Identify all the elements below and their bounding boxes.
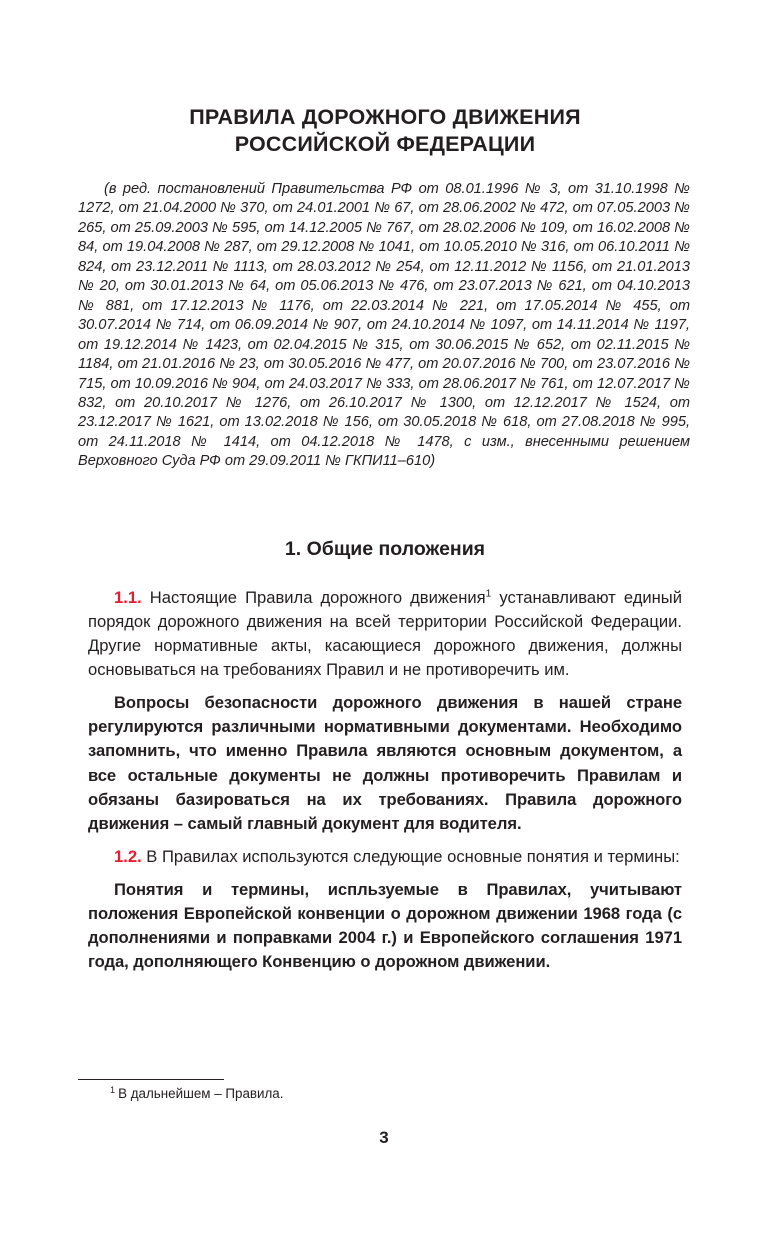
- rule-1-1-text-part-2: устанавливают единый порядок дорожного движения на всей территории Российской Федерации. Другие нормативные акты, касающиеся дорожного движения, должны основываться на требованиях Правил и не противоречить им.: [88, 588, 683, 680]
- footnote-1: [78, 1085, 672, 1103]
- rule-1-1-text-part-1: Настоящие Правила дорожного движения: [141, 588, 486, 607]
- page-title: [88, 104, 682, 158]
- body-content: [88, 586, 682, 974]
- footnote-marker-1: 1: [485, 588, 492, 600]
- rule-1-1: [88, 586, 682, 683]
- rule-1-2: [88, 845, 682, 869]
- commentary-paragraph-2: Понятия и термины, испльзуемые в Правилах, учитывают положения Европейской конвенции о дорожном движении 1968 года (с дополнениями и поправками 2004 г.) и Европейского соглашения 1971 года, дополняющего Конвенцию о дорожном движении.: [88, 879, 682, 972]
- footnote-number: 1: [110, 1084, 116, 1095]
- commentary-paragraph-1: Вопросы безопасности дорожного движения в нашей стране регулируются различными нормативными документами. Необходимо запомнить, что именно Правила являются основным документом, а все остальные документы не должны противоречить Правилам и обязаны базироваться на их требованиях. Правила дорожного движения – самый главный документ для водителя.: [88, 693, 682, 833]
- revision-history-preamble: (в ред. постановлений Правительства РФ от 08.01.1996 № 3, от 31.10.1998 № 1272, от 21.04.2000 № 370, от 24.01.2001 № 67, от 28.06.2002 № 472, от 07.05.2003 № 265, от 25.09.2003 № 595, от 14.12.2005 № 767, от 28.02.2006 № 109, от 16.02.2008 № 84, от 19.04.2008 № 287, от 29.12.2008 № 1041, от 10.05.2010 № 316, от 06.10.2011 № 824, от 23.12.2011 № 1113, от 28.03.2012 № 254, от 12.11.2012 № 1156, от 21.01.2013 № 20, от 30.01.2013 № 64, от 05.06.2013 № 476, от 23.07.2013 № 621, от 04.10.2013 № 881, от 17.12.2013 № 1176, от 22.03.2014 № 221, от 17.05.2014 № 455, от 30.07.2014 № 714, от 06.09.2014 № 907, от 24.10.2014 № 1097, от 14.11.2014 № 1197, от 19.12.2014 № 1423, от 02.04.2015 № 315, от 30.06.2015 № 652, от 02.11.2015 № 1184, от 21.01.2016 № 23, от 30.05.2016 № 477, от 20.07.2016 № 700, от 23.07.2016 № 715, от 10.09.2016 № 904, от 24.03.2017 № 333, от 28.06.2017 № 761, от 12.07.2017 № 832, от 20.10.2017 № 1276, от 26.10.2017 № 1300, от 12.12.2017 № 1524, от 23.12.2017 № 1621, от 13.02.2018 № 156, от 30.05.2018 № 618, от 27.08.2018 № 995, от 24.11.2018 № 1414, от 04.12.2018 № 1478, с изм., внесенными решением Верховного Суда РФ от 29.09.2011 № ГКПИ11–610): [78, 181, 690, 470]
- footnote-separator-rule: [78, 1079, 224, 1080]
- rule-number-1-1: 1.1.: [114, 588, 142, 607]
- page-title-line-1: ПРАВИЛА ДОРОЖНОГО ДВИЖЕНИЯ: [189, 105, 581, 129]
- footnote-text: В дальнейшем – Правила.: [118, 1086, 284, 1101]
- rule-1-2-text: В Правилах используются следующие основные понятия и термины:: [141, 846, 680, 866]
- page-title-line-2: РОССИЙСКОЙ ФЕДЕРАЦИИ: [234, 132, 536, 156]
- section-heading-general-provisions: 1. Общие положения: [284, 538, 486, 560]
- footnote-area: [78, 1079, 672, 1103]
- rule-number-1-2: 1.2.: [114, 846, 142, 866]
- page-number: 3: [379, 1128, 389, 1147]
